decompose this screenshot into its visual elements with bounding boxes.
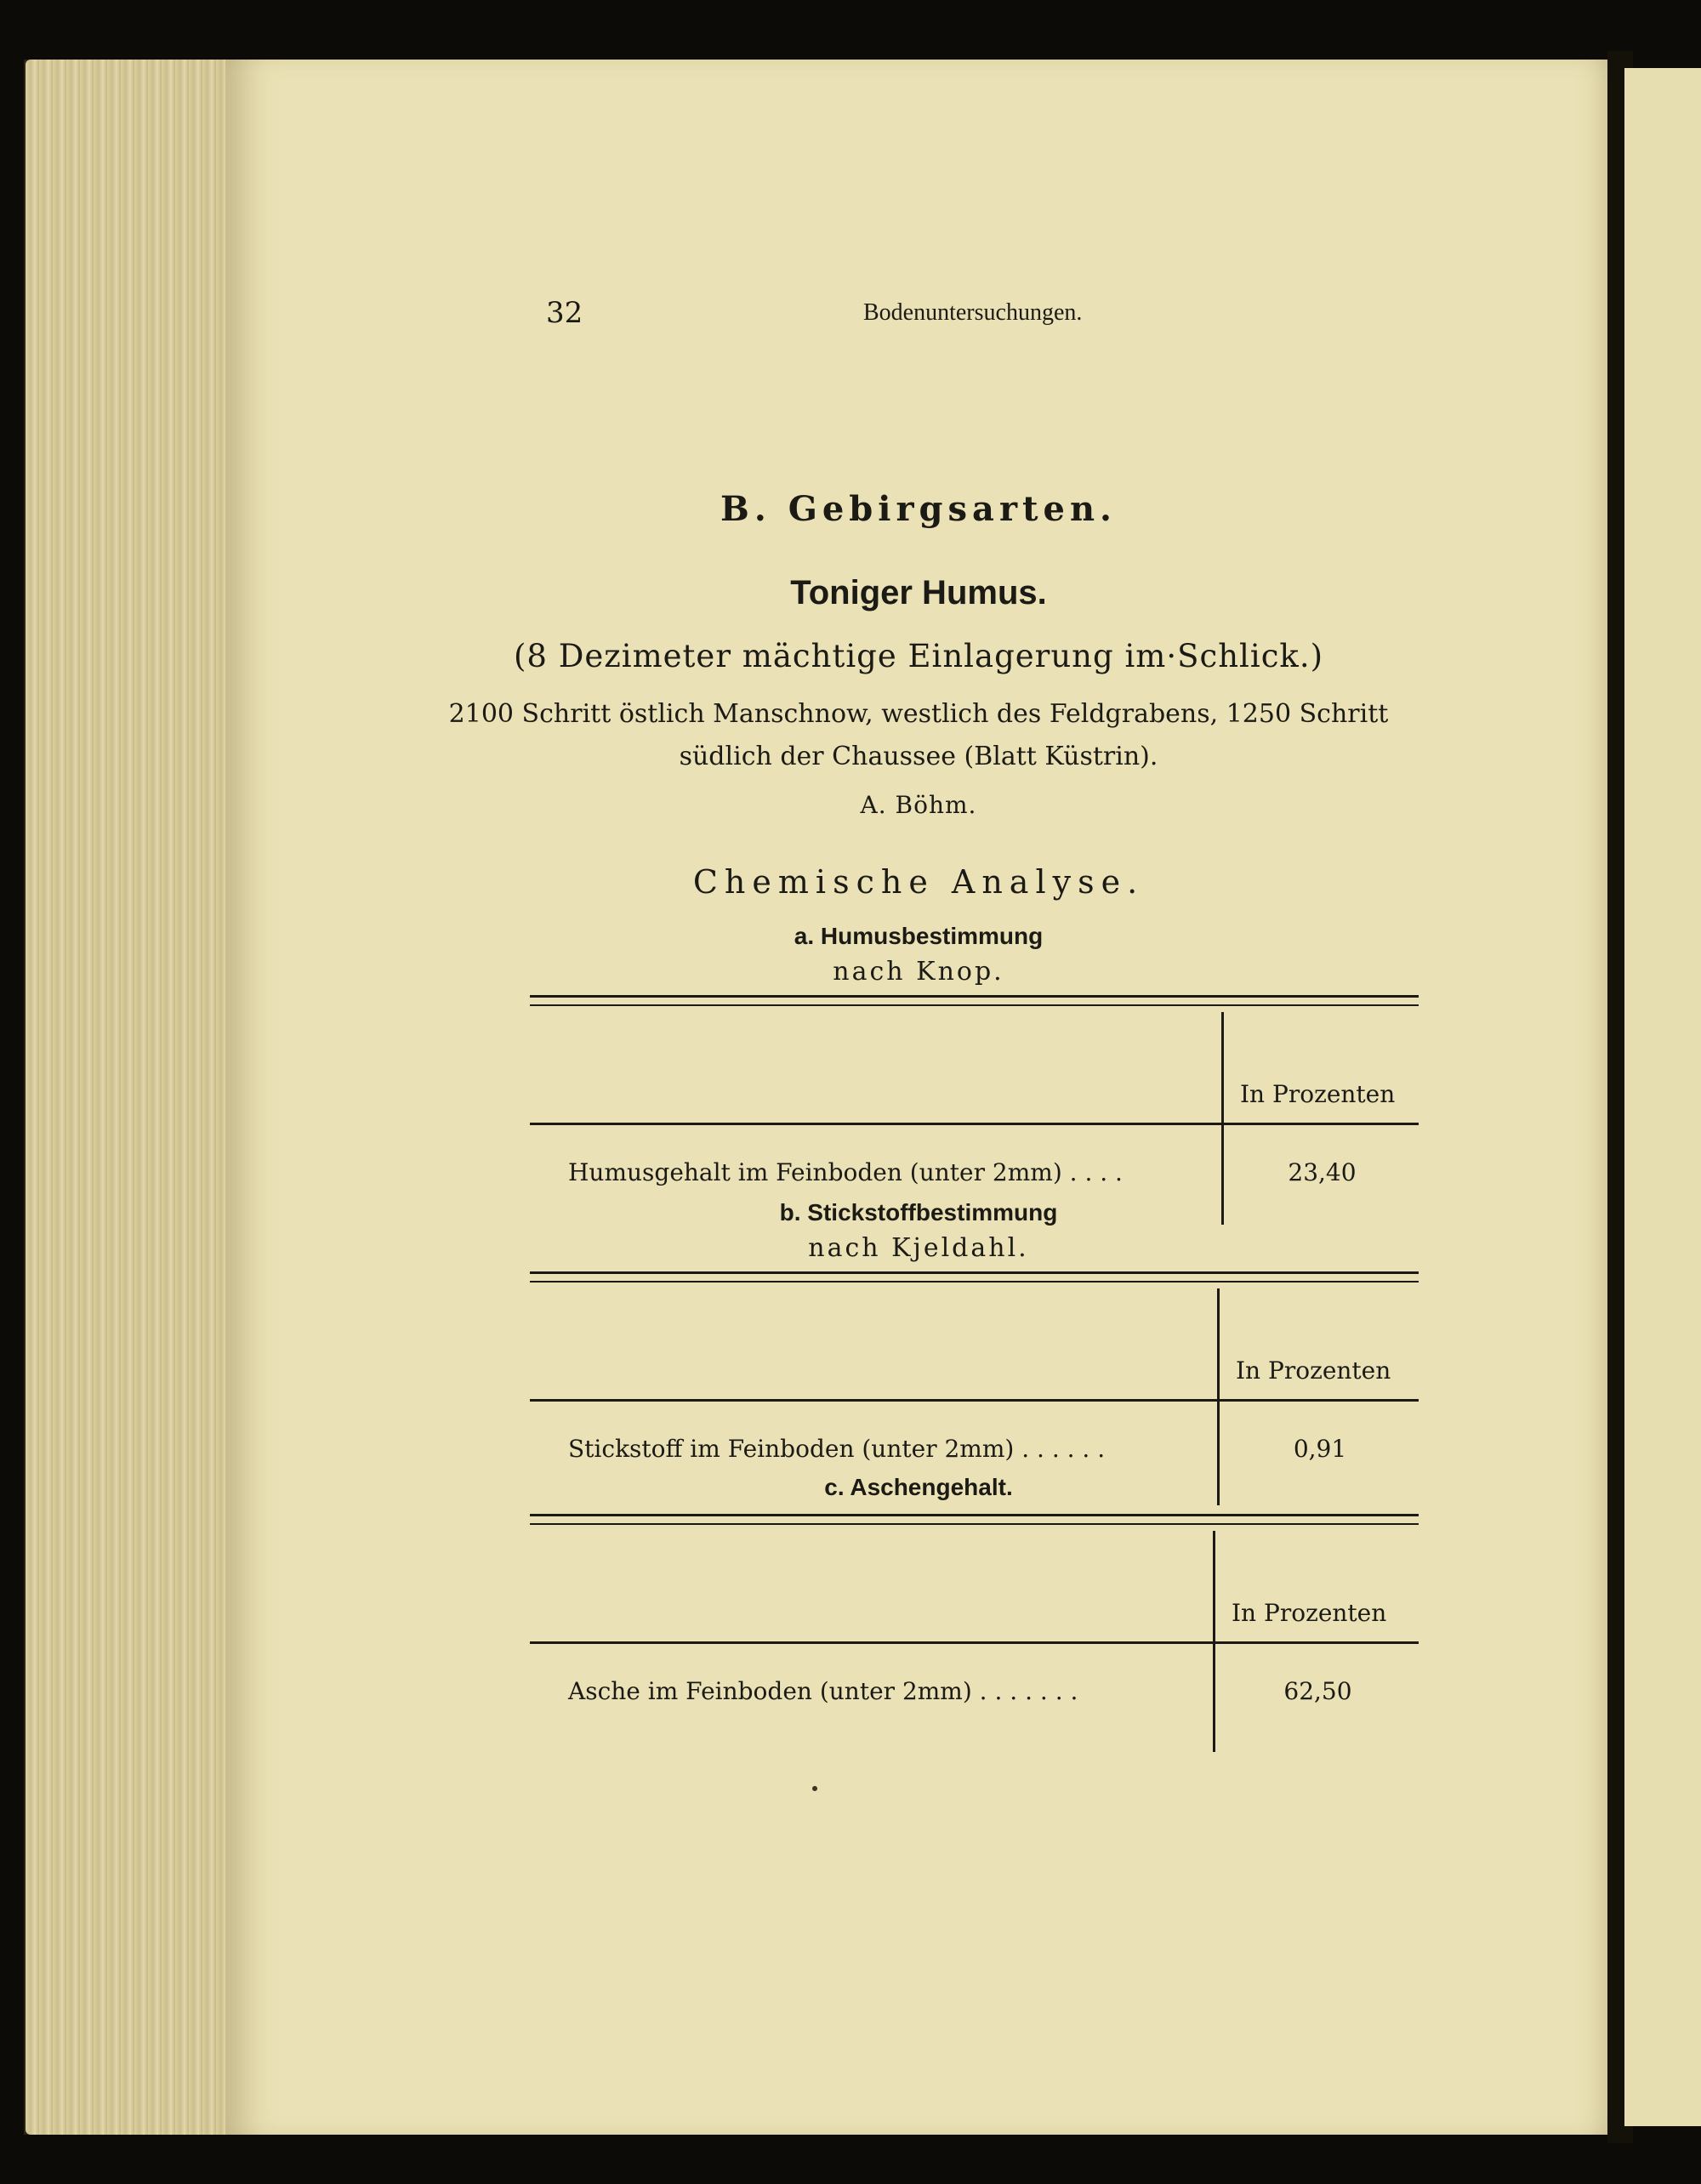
row-label: Stickstoff im Feinboden (unter 2mm) . . . . . . xyxy=(568,1435,1106,1463)
section-title: B. Gebirgsarten. xyxy=(720,489,1117,529)
row-label: Humusgehalt im Feinboden (unter 2mm) . . . . xyxy=(568,1158,1123,1186)
table-ash xyxy=(530,1514,1419,1752)
row-value: 0,91 xyxy=(1293,1435,1347,1463)
column-divider xyxy=(1217,1288,1220,1505)
column-header: In Prozenten xyxy=(1240,1080,1396,1108)
table-top-rule xyxy=(530,1271,1419,1283)
table-a-heading: a. Humusbestimmung xyxy=(794,923,1044,949)
row-label: Asche im Feinboden (unter 2mm) . . . . . . . xyxy=(568,1677,1078,1705)
book-page xyxy=(225,60,1612,2135)
table-b-method: nach Kjeldahl. xyxy=(808,1233,1029,1263)
table-humus xyxy=(530,995,1419,1225)
ink-speck xyxy=(812,1786,817,1791)
location-line-1: 2100 Schritt östlich Manschnow, westlich des Feldgrabens, 1250 Schritt xyxy=(448,699,1389,729)
table-top-rule xyxy=(530,1514,1419,1525)
table-nitrogen xyxy=(530,1271,1419,1505)
table-top-rule xyxy=(530,995,1419,1006)
page-number: 32 xyxy=(546,296,583,330)
header-rule xyxy=(530,1641,1419,1644)
table-c-heading: c. Aschengehalt. xyxy=(824,1474,1013,1500)
column-divider xyxy=(1221,1012,1224,1225)
location-line-2: südlich der Chaussee (Blatt Küstrin). xyxy=(679,742,1158,771)
header-rule xyxy=(530,1123,1419,1125)
table-a-method: nach Knop. xyxy=(833,957,1004,987)
next-page-edge xyxy=(1624,68,1701,2126)
book-page-edges xyxy=(26,60,234,2135)
table-b-heading: b. Stickstoffbestimmung xyxy=(779,1199,1058,1226)
column-header: In Prozenten xyxy=(1232,1599,1387,1627)
row-value: 23,40 xyxy=(1288,1158,1357,1186)
header-rule xyxy=(530,1399,1419,1402)
sample-subtitle: (8 Dezimeter mächtige Einlagerung im·Schlick.) xyxy=(513,638,1324,674)
row-value: 62,50 xyxy=(1283,1677,1352,1705)
running-head: Bodenuntersuchungen. xyxy=(863,299,1083,326)
author: A. Böhm. xyxy=(860,791,977,819)
analysis-heading: Chemische Analyse. xyxy=(692,863,1145,901)
column-header: In Prozenten xyxy=(1236,1356,1391,1385)
sample-title: Toniger Humus. xyxy=(790,574,1047,611)
